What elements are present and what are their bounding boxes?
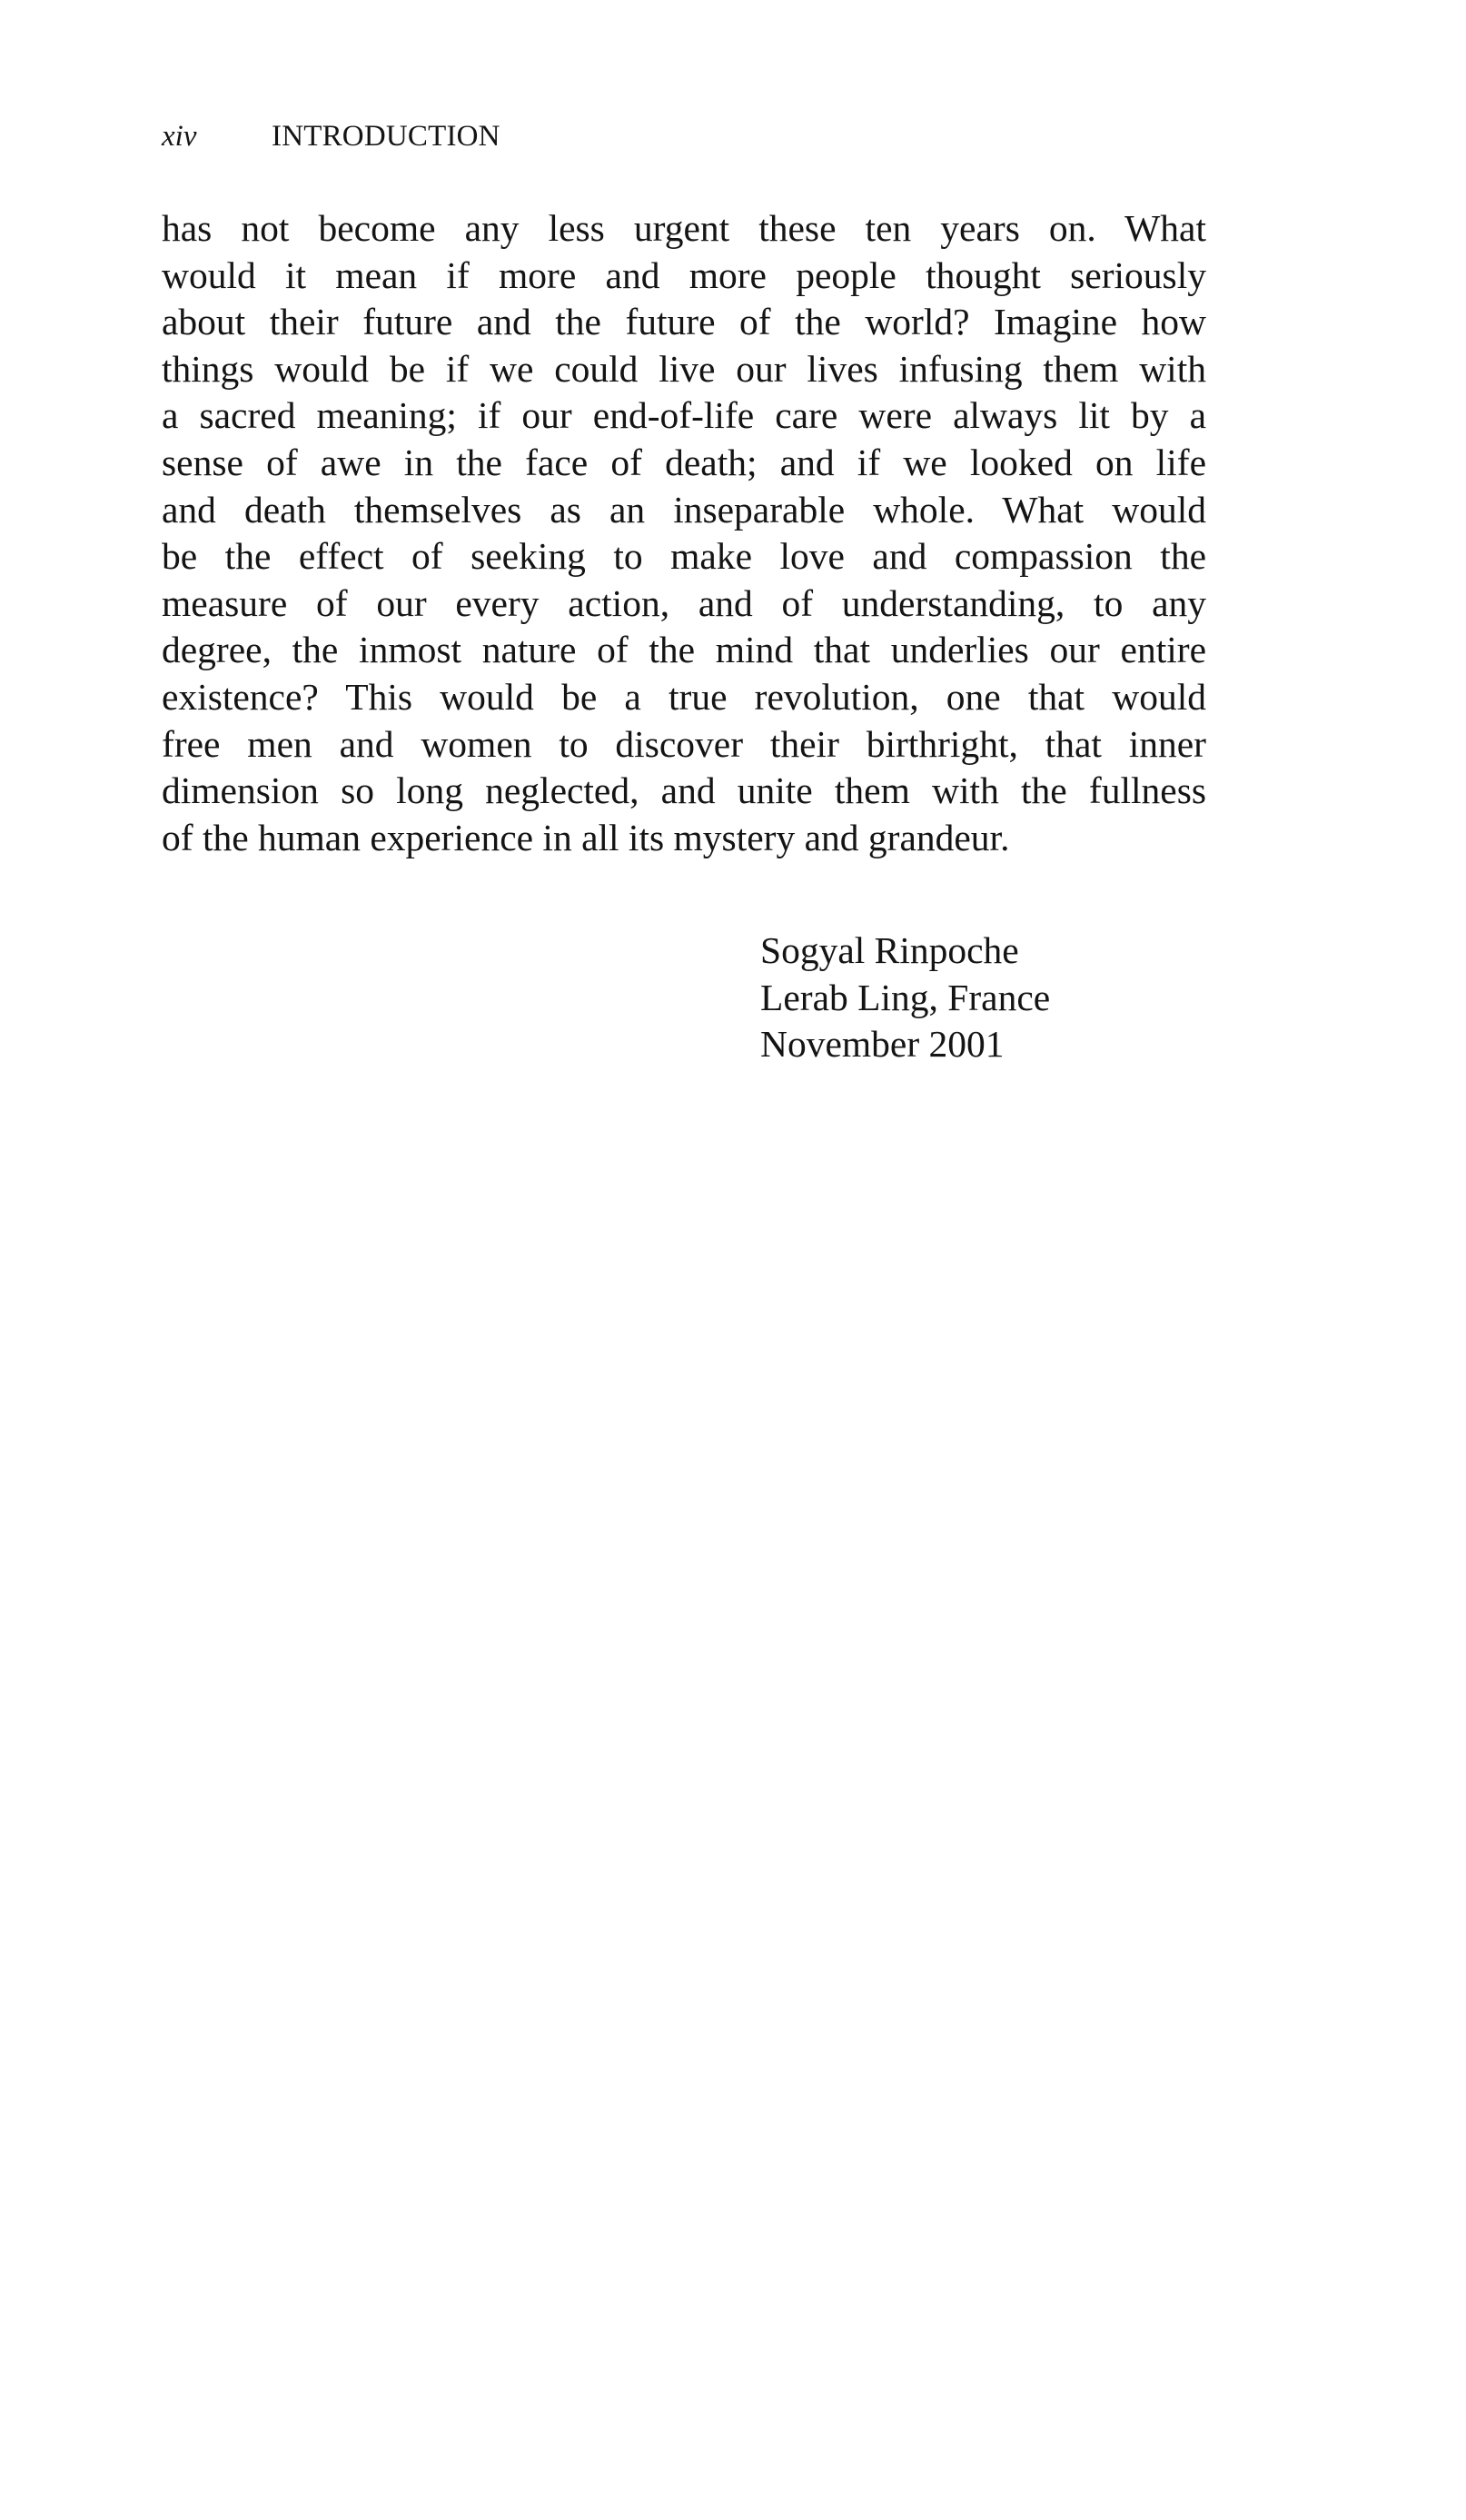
signature-author: Sogyal Rinpoche: [760, 929, 1019, 971]
text-line: of the human experience in all its mystery and grandeur.: [162, 816, 1010, 858]
text-line: things would be if we could live our lives infusing them with: [162, 347, 1206, 390]
text-line: be the effect of seeking to make love and compassion the: [162, 535, 1206, 578]
text-line: existence? This would be a true revolution, one that would: [162, 675, 1206, 718]
section-title: INTRODUCTION: [272, 120, 500, 153]
page-number: xiv: [162, 120, 197, 153]
signature-block: [760, 928, 1050, 1068]
text-line: sense of awe in the face of death; and if we looked on life: [162, 441, 1206, 483]
text-line: would it mean if more and more people thought seriously: [162, 253, 1206, 296]
text-line: dimension so long neglected, and unite them with the fullness: [162, 769, 1206, 812]
text-line: a sacred meaning; if our end-of-life care were always lit by a: [162, 394, 1206, 437]
body-paragraph: [162, 205, 1206, 861]
running-head: [162, 116, 500, 156]
text-line: about their future and the future of the world? Imagine how: [162, 301, 1206, 343]
signature-date: November 2001: [760, 1023, 1005, 1066]
text-line: degree, the inmost nature of the mind that underlies our entire: [162, 629, 1206, 671]
text-line: and death themselves as an inseparable whole. What would: [162, 488, 1206, 531]
text-line: has not become any less urgent these ten years on. What: [162, 207, 1206, 249]
signature-place: Lerab Ling, France: [760, 976, 1051, 1018]
text-line: measure of our every action, and of understanding, to any: [162, 581, 1206, 624]
text-line: free men and women to discover their birthright, that inner: [162, 722, 1206, 765]
